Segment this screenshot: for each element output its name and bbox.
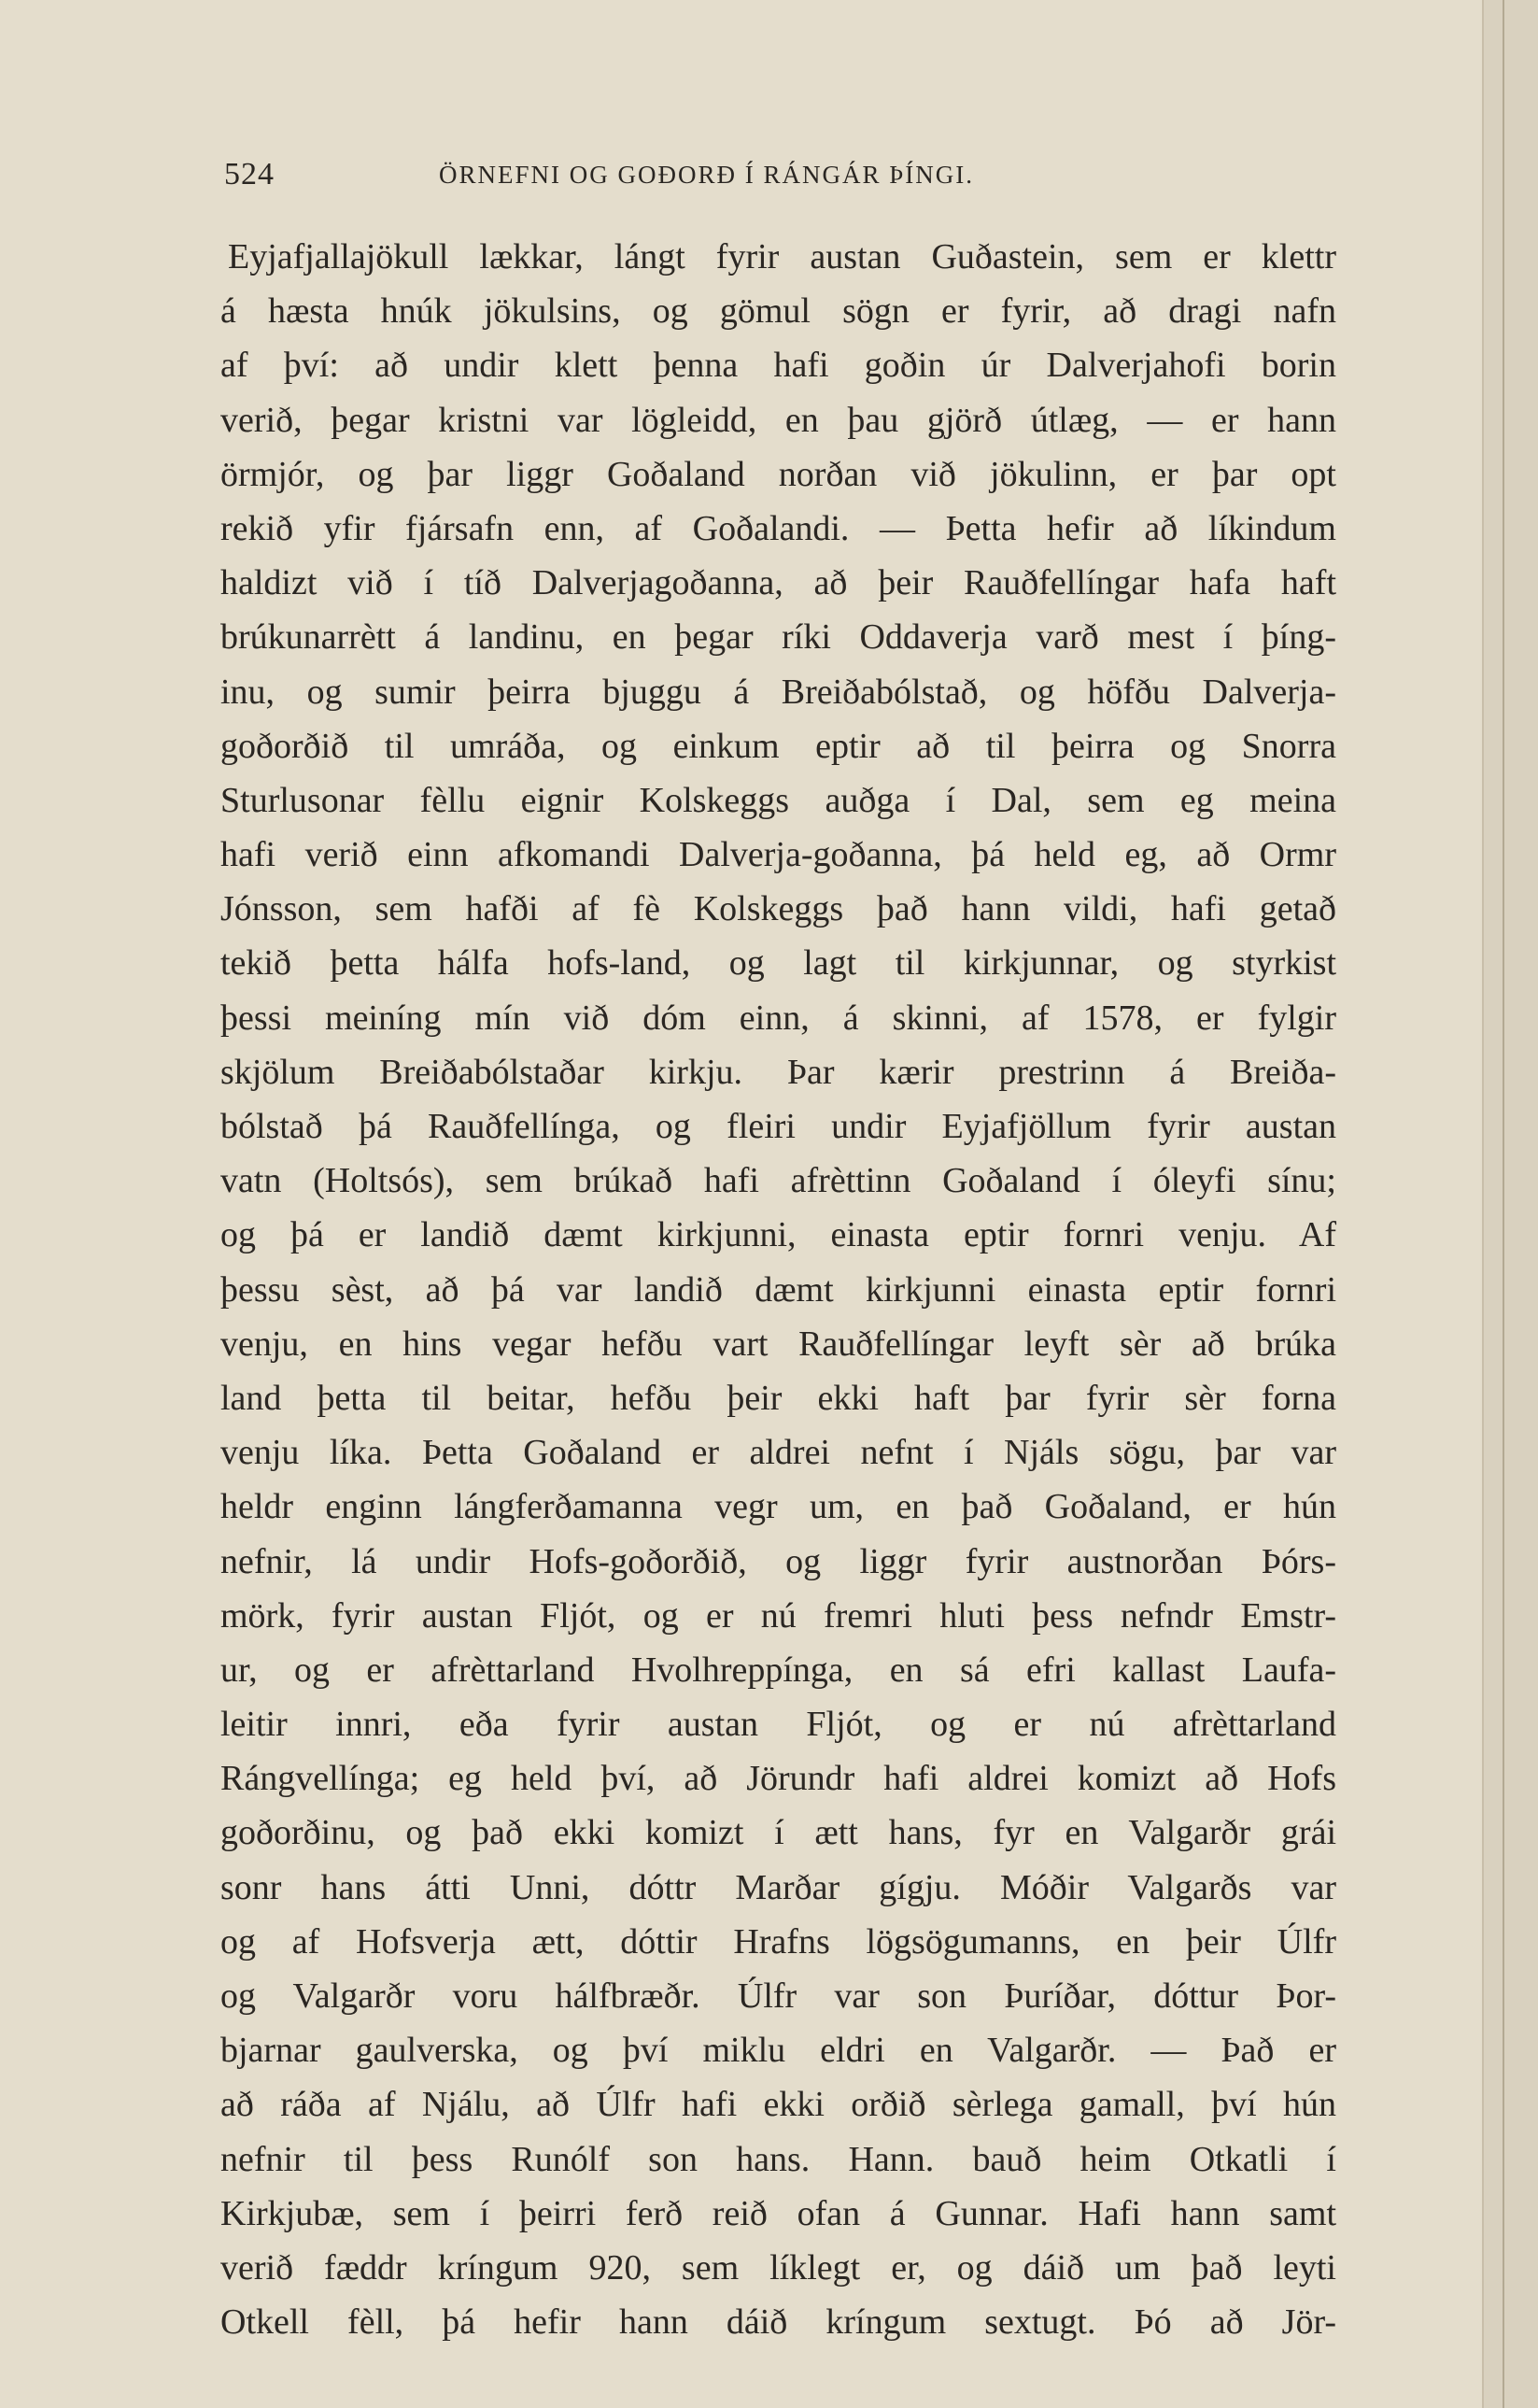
page-gutter	[1482, 0, 1538, 2408]
text-line: Jónsson, sem hafði af fè Kolskeggs það hann vildi, hafi getað	[220, 889, 1336, 929]
text-line: Eyjafjallajökull lækkar, lángt fyrir austan Guðastein, sem er klettr	[228, 237, 1336, 276]
text-line: goðorðinu, og það ekki komizt í ætt hans, fyr en Valgarðr grái	[220, 1813, 1336, 1853]
text-line: og af Hofsverja ætt, dóttir Hrafns lögsögumanns, en þeir Úlfr	[220, 1921, 1336, 1962]
text-line: tekið þetta hálfa hofs-land, og lagt til kirkjunnar, og styrkist	[220, 943, 1336, 984]
text-line: heldr enginn lángferðamanna vegr um, en það Goðaland, er hún	[220, 1487, 1336, 1527]
page-number: 524	[224, 157, 275, 191]
text-line: á hæsta hnúk jökulsins, og gömul sögn er fyrir, að dragi nafn	[220, 291, 1336, 332]
text-line: Kirkjubæ, sem í þeirri ferð reið ofan á Gunnar. Hafi hann samt	[220, 2193, 1336, 2233]
text-line: leitir innri, eða fyrir austan Fljót, og er nú afrèttarland	[220, 1705, 1336, 1745]
text-line: bjarnar gaulverska, og því miklu eldri en Valgarðr. — Það er	[220, 2031, 1336, 2071]
text-line: brúkunarrètt á landinu, en þegar ríki Oddaverja varð mest í þíng-	[220, 617, 1336, 658]
text-line: bólstað þá Rauðfellínga, og fleiri undir Eyjafjöllum fyrir austan	[220, 1107, 1336, 1146]
text-line: og Valgarðr voru hálfbræðr. Úlfr var son Þuríðar, dóttur Þor-	[220, 1976, 1336, 2016]
page-header	[224, 157, 1345, 198]
body-text	[220, 230, 1336, 2349]
text-line: nefnir, lá undir Hofs-goðorðið, og liggr fyrir austnorðan Þórs-	[220, 1541, 1336, 1581]
text-line: venju, en hins vegar hefðu vart Rauðfellíngar leyft sèr að brúka	[220, 1324, 1336, 1364]
text-line: Otkell fèll, þá hefir hann dáið kríngum sextugt. Þó að Jör-	[220, 2302, 1336, 2343]
text-line: þessu sèst, að þá var landið dæmt kirkjunni einasta eptir fornri	[220, 1269, 1336, 1310]
text-line: skjölum Breiðabólstaðar kirkju. Þar kærir prestrinn á Breiða-	[220, 1052, 1336, 1092]
text-line: mörk, fyrir austan Fljót, og er nú fremri hluti þess nefndr Emstr-	[220, 1595, 1336, 1636]
text-line: að ráða af Njálu, að Úlfr hafi ekki orðið sèrlega gamall, því hún	[220, 2085, 1336, 2125]
text-line: inu, og sumir þeirra bjuggu á Breiðabólstað, og höfðu Dalverja-	[220, 672, 1336, 712]
text-line: örmjór, og þar liggr Goðaland norðan við jökulinn, er þar opt	[220, 454, 1336, 494]
text-line: verið fæddr kríngum 920, sem líklegt er, og dáið um það leyti	[220, 2247, 1336, 2288]
text-line: sonr hans átti Unni, dóttr Marðar gígju. Móðir Valgarðs var	[220, 1867, 1336, 1907]
running-head: ÖRNEFNI OG GOÐORÐ Í RÁNGÁR ÞÍNGI.	[439, 161, 975, 189]
text-line: nefnir til þess Runólf son hans. Hann. bauð heim Otkatli í	[220, 2139, 1336, 2179]
text-line: ur, og er afrèttarland Hvolhreppínga, en sá efri kallast Laufa-	[220, 1650, 1336, 1690]
gutter-fold-line	[1503, 0, 1504, 2408]
text-line: venju líka. Þetta Goðaland er aldrei nefnt í Njáls sögu, þar var	[220, 1433, 1336, 1473]
text-line: þessi meiníng mín við dóm einn, á skinni, af 1578, er fylgir	[220, 998, 1336, 1038]
text-line: goðorðið til umráða, og einkum eptir að til þeirra og Snorra	[220, 726, 1336, 766]
text-line: rekið yfir fjársafn enn, af Goðalandi. — Þetta hefir að líkindum	[220, 508, 1336, 548]
text-line: af því: að undir klett þenna hafi goðin úr Dalverjahofi borin	[220, 346, 1336, 386]
text-line: verið, þegar kristni var lögleidd, en þau gjörð útlæg, — er hann	[220, 400, 1336, 440]
text-line: land þetta til beitar, hefðu þeir ekki haft þar fyrir sèr forna	[220, 1378, 1336, 1418]
text-line: Sturlusonar fèllu eignir Kolskeggs auðga í Dal, sem eg meina	[220, 780, 1336, 820]
text-line: og þá er landið dæmt kirkjunni, einasta eptir fornri venju. Af	[220, 1215, 1336, 1255]
text-line: haldizt við í tíð Dalverjagoðanna, að þeir Rauðfellíngar hafa haft	[220, 563, 1336, 603]
text-line: Rángvellínga; eg held því, að Jörundr hafi aldrei komizt að Hofs	[220, 1759, 1336, 1799]
text-line: vatn (Holtsós), sem brúkað hafi afrèttinn Goðaland í óleyfi sínu;	[220, 1161, 1336, 1201]
text-line: hafi verið einn afkomandi Dalverja-goðanna, þá held eg, að Ormr	[220, 835, 1336, 875]
